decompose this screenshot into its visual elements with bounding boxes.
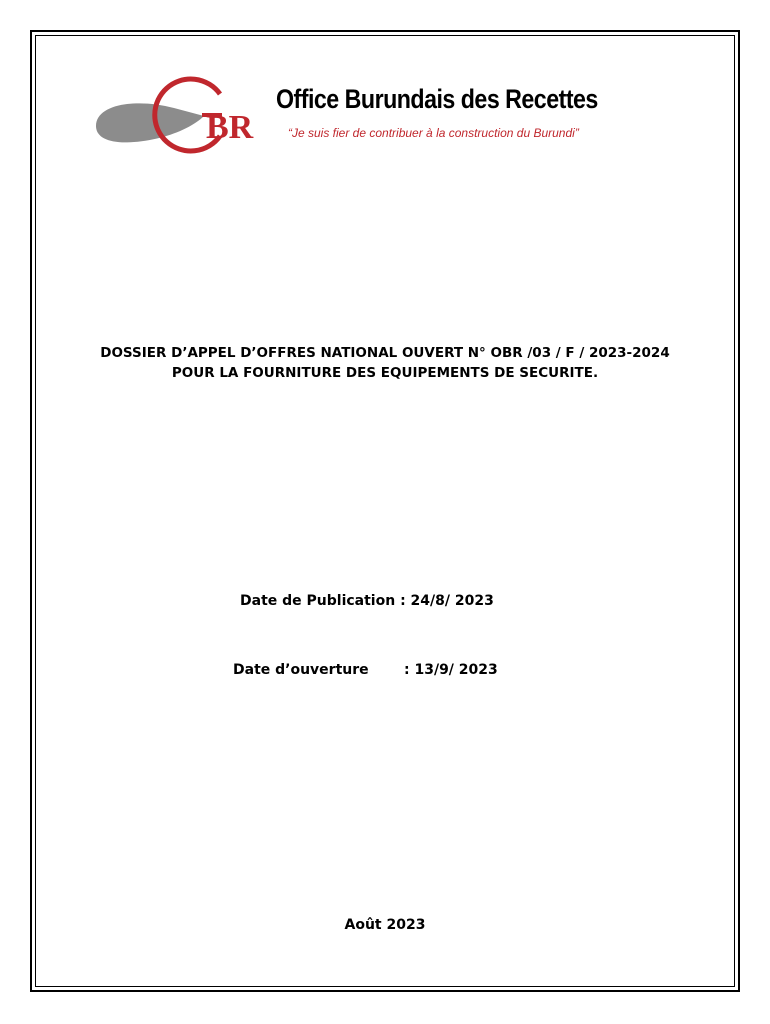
opening-date-value: : 13/9/ 2023 <box>404 662 498 678</box>
opening-date-label: Date d’ouverture <box>233 662 369 678</box>
page-border-inner <box>35 35 735 987</box>
logo-grey-swoosh <box>96 103 204 142</box>
issue-date: Août 2023 <box>344 917 426 933</box>
document-title-line2: POUR LA FOURNITURE DES EQUIPEMENTS DE SECURITE. <box>171 365 599 381</box>
obr-logo <box>92 68 272 168</box>
document-title-line1: DOSSIER D’APPEL D’OFFRES NATIONAL OUVERT N° OBR /03 / F / 2023-2024 <box>100 345 670 361</box>
logo-letters: BR <box>206 109 254 146</box>
organization-name: Office Burundais des Recettes <box>276 84 598 114</box>
publication-date: Date de Publication : 24/8/ 2023 <box>240 593 494 609</box>
organization-motto: “Je suis fier de contribuer à la construction du Burundi” <box>288 126 579 140</box>
